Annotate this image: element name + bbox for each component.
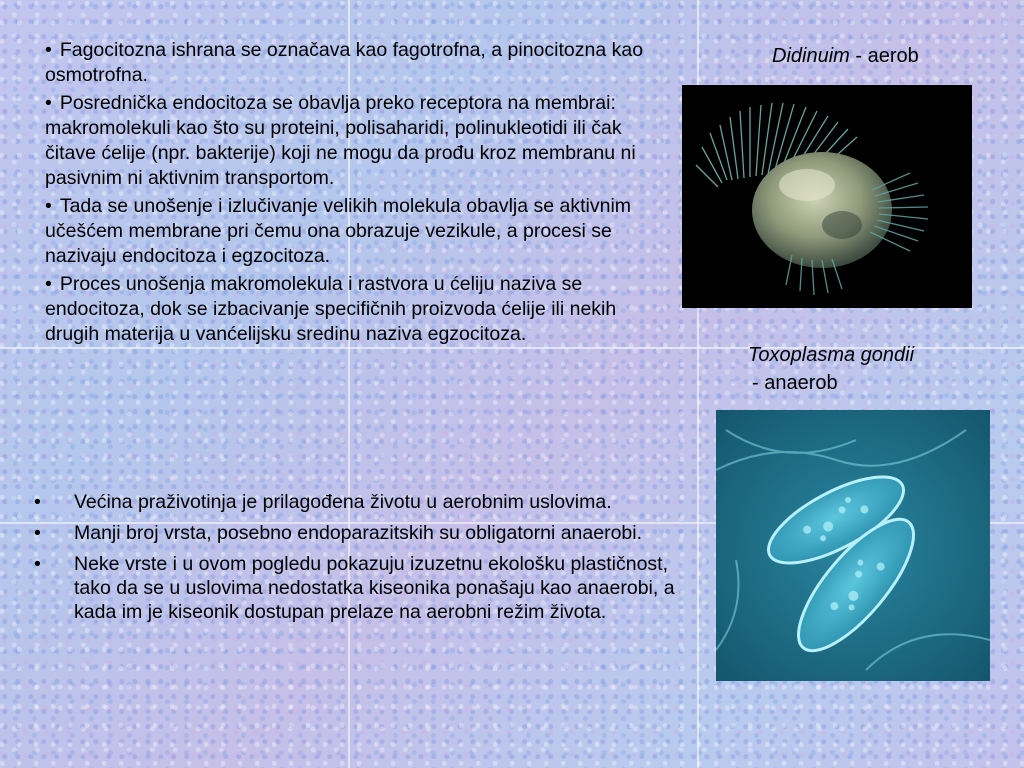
bullet: • [45, 39, 52, 61]
list-item [34, 521, 684, 545]
toxoplasma-illustration [716, 410, 990, 681]
list-item-text: Manji broj vrsta, posebno endoparazitskih su obligatorni anaerobi. [74, 522, 643, 544]
oxygen-bullet-list [34, 490, 684, 631]
paragraph-text: Proces unošenja makromolekula i rastvora u ćeliju naziva se endocitoza, dok se izbacivanje specifičnih proizvoda ćelije ili nekih drugih materija u vanćelijsku sredinu naziva egzocitoza. [45, 273, 617, 345]
paragraph-text: Fagocitozna ishrana se označava kao fagotrofna, a pinocitozna kao osmotrofna. [45, 39, 644, 86]
didinium-illustration [682, 85, 972, 308]
bullet: • [34, 491, 41, 513]
bullet: • [34, 553, 41, 575]
didinium-caption [772, 42, 919, 70]
bullet: • [45, 273, 52, 295]
didinium-photo [682, 85, 972, 308]
toxoplasma-species-name: Toxoplasma gondii [748, 344, 915, 366]
bullet: • [45, 92, 52, 114]
list-item-text: Neke vrste i u ovom pogledu pokazuju izuzetnu ekološku plastičnost, tako da se u uslovima nedostatka kiseonika ponašaju kao anaerobi, a kada im je kiseonik dostupan prelaze na aerobni režim života. [74, 553, 675, 623]
list-item [34, 552, 684, 624]
list-item [34, 490, 684, 514]
paragraph-endocitoza-egzocitoza [45, 272, 645, 347]
toxoplasma-caption [748, 341, 914, 397]
paragraph-text: Posrednička endocitoza se obavlja preko receptora na membrai: makromolekuli kao što su proteini, polisaharidi, polinukleotidi ili čak čitave ćelije (npr. bakterije) koji ne mogu da prođu kroz membranu ni pasivnim ni aktivnim transportom. [45, 92, 636, 189]
didinium-species-name: Didinuim [772, 45, 850, 67]
list-item-text: Većina praživotinja je prilagođena životu u aerobnim uslovima. [74, 491, 612, 513]
paragraph-posrednicka-endocitoza [45, 91, 645, 191]
upper-text-block [45, 38, 645, 350]
didinium-oxygen-label: - aerob [849, 45, 919, 67]
toxoplasma-photo [716, 410, 990, 681]
paragraph-text: Tada se unošenje i izlučivanje velikih molekula obavlja se aktivnim učešćem membrane pri čemu ona obrazuje vezikule, a procesi se nazivaju endocitoza i egzocitoza. [45, 195, 632, 267]
paragraph-unosenje-izlucivanje [45, 194, 645, 269]
paragraph-fagocitoza [45, 38, 645, 88]
toxoplasma-oxygen-label: - anaerob [752, 372, 838, 394]
bullet: • [45, 195, 52, 217]
bullet: • [34, 522, 41, 544]
